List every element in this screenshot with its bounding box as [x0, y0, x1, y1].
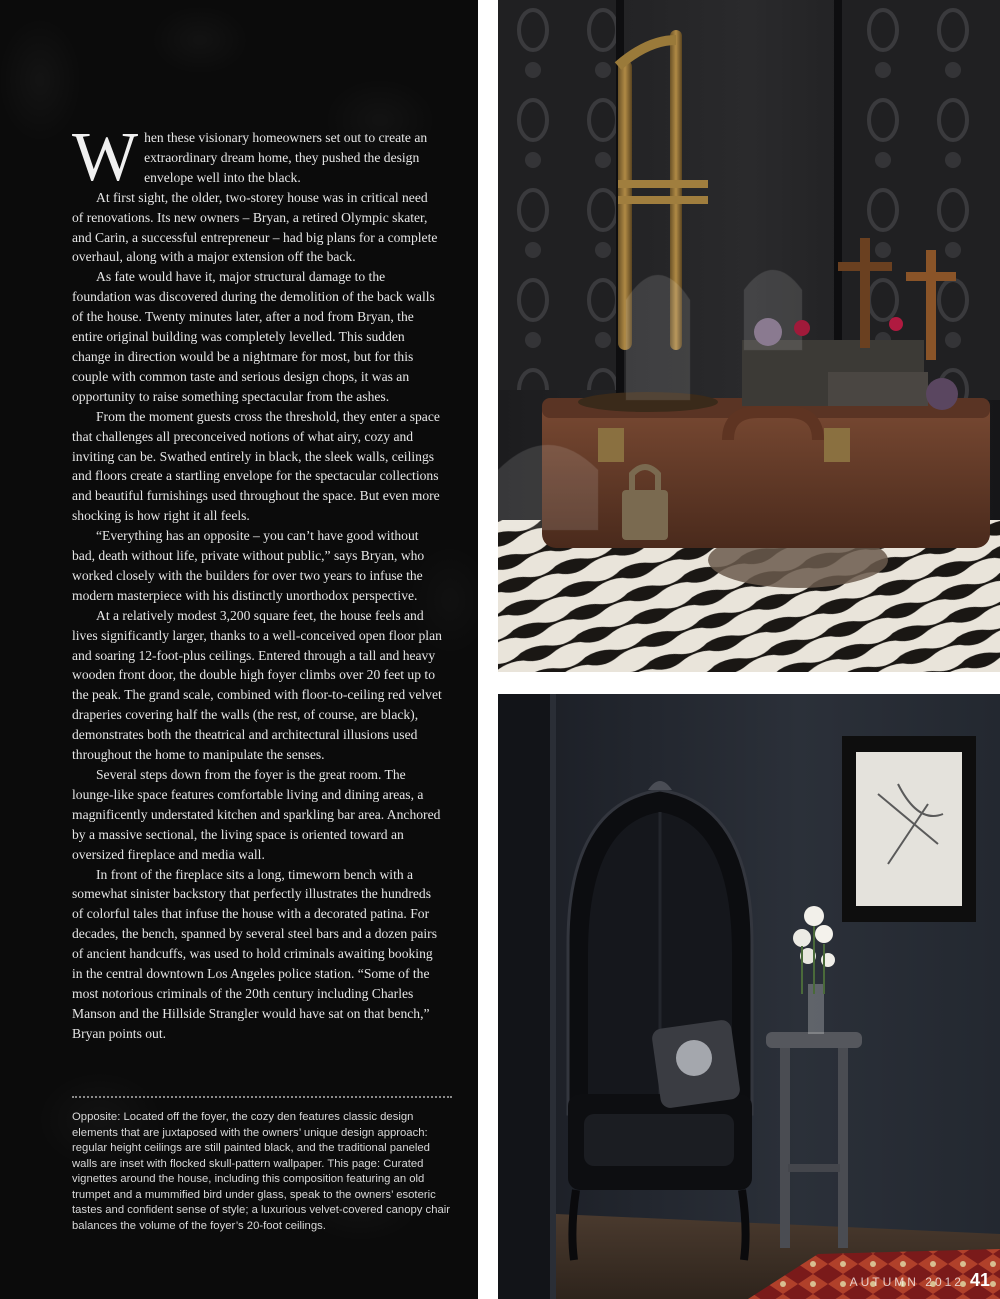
article-paragraph-2: At first sight, the older, two-storey house was in critical need of renovations. Its new owners – Bryan, a retired Olympic skater, and Carin, a successful entrepreneur – had big plans for a complete overhaul, along with a major extension off the back. [72, 189, 438, 265]
page-folio [850, 1270, 990, 1291]
issue-season: AUTUMN 2012 [849, 1275, 964, 1289]
article-paragraph-8: In front of the fireplace sits a long, timeworn bench with a somewhat sinister backstory that perfectly illustrates the hundreds of colorful tales that infuse the house with a decorated patina. For decades, the bench, spanned by several steel bars and a dozen pairs of ancient handcuffs, was used to hold criminals awaiting booking in the central downtown Los Angeles police station. “Some of the most notorious criminals of the 20th century including Charles Manson and the Hillside Strangler would have sat on that bench,” Bryan points out. [72, 866, 437, 1041]
article-body [72, 119, 442, 1044]
article-paragraph-5: “Everything has an opposite – you can’t have good without bad, death without life, private without public,” says Bryan, who worked closely with the builders for over two years to infuse the modern masterpiece with his distinctly unorthodox perspective. [72, 528, 425, 603]
paragraph-text: hen these visionary homeowners set out to create an extraordinary dream home, they pushed the design envelope well into the black. [144, 130, 428, 185]
dotted-divider [72, 1096, 452, 1098]
article-paragraph-3: As fate would have it, major structural damage to the foundation was discovered during the demolition of the back walls of the house. Twenty minutes later, after a nod from Bryan, the entire original building was completely levelled. This sudden change in direction would be a nightmare for most, but for this couple with common taste and serious design chops, it was an opportunity to raise something spectacular from the ashes. [72, 269, 435, 404]
photo-caption: Opposite: Located off the foyer, the cozy den features classic design elements that are juxtaposed with the owners’ unique design approach: regular height ceilings are still painted black, and the traditional paneled walls are inset with flocked skull-pattern wallpaper. This page: Curated vignettes around the house, including this composition featuring an old trumpet and a mummified bird under glass, speak to the owners’ esoteric tastes and confident sense of style; a luxurious velvet-covered canopy chair balances the volume of the foyer’s 20-foot ceilings. [72, 1111, 451, 1232]
article-paragraph-7: Several steps down from the foyer is the great room. The lounge-like space features comfortable living and dining areas, a magnificently understated kitchen and sparkling bar area. Anchored by a massive sectional, the living space is oriented toward an oversized fireplace and media wall. [72, 767, 441, 862]
article-paragraph-1 [72, 119, 442, 196]
page-number: 41 [969, 1270, 990, 1290]
vignette-photo [498, 0, 1000, 672]
article-paragraph-6: At a relatively modest 3,200 square feet, the house feels and lives significantly larger, thanks to a well-conceived open floor plan and soaring 12-foot-plus ceilings. Entered through a tall and heavy wooden front door, the double high foyer climbs over 20 feet up to the peak. The grand scale, combined with floor-to-ceiling red velvet draperies covering half the walls (the rest, of course, are black), demonstrates both the theatrical and architectural illusions used throughout the home to manipulate the senses. [72, 607, 442, 763]
drop-cap: W [72, 119, 139, 196]
canopy-chair-photo [498, 694, 1000, 1299]
text-column [0, 0, 478, 1299]
article-paragraph-4: From the moment guests cross the threshold, they enter a space that challenges all preconceived notions of what airy, cozy and inviting can be. Swathed entirely in black, the sleek walls, ceilings and floors create a startling envelope for the spectacular collections and beautiful furnishings used throughout the space. But even more shocking is how right it all feels. [72, 408, 440, 524]
